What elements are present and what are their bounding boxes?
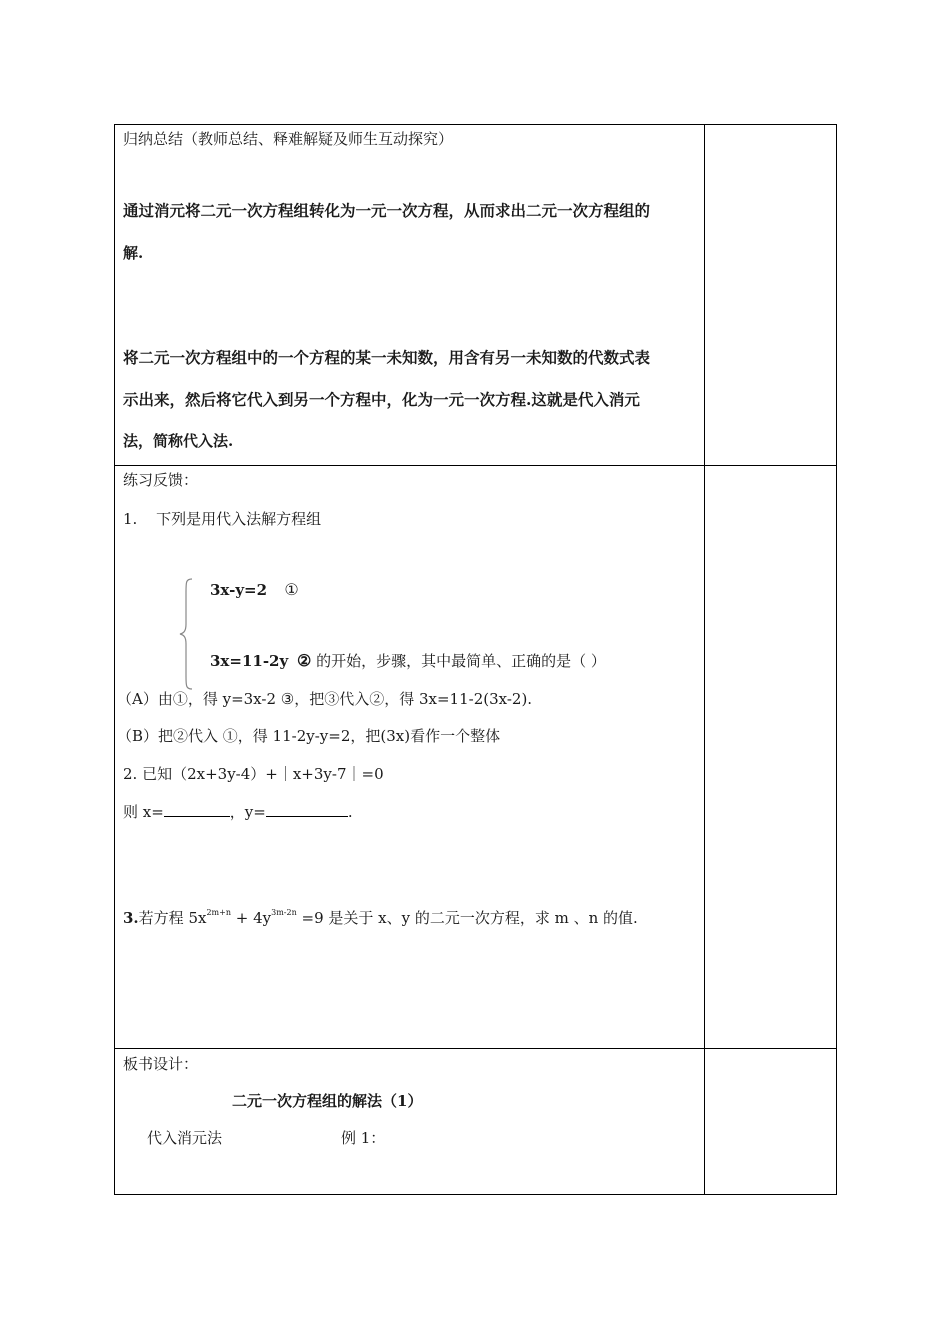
option-b: （B）把②代入 ①，得 11-2y-y=2，把(3x)看作一个整体 [117, 727, 501, 745]
question-3-pre: 若方程 5x [138, 909, 207, 927]
summary-para2-line1: 将二元一次方程组中的一个方程的某一未知数，用含有另一未知数的代数式表 [123, 348, 651, 367]
answer-y-blank [266, 802, 348, 817]
practice-heading: 练习反馈： [123, 471, 199, 489]
answer-x-label: 则 x= [123, 803, 164, 821]
equation-2-tail: 的开始，步骤，其中最简单、正确的是（ ） [316, 652, 606, 670]
equation-2-expr: 3x=11-2y [210, 652, 289, 670]
board-design-heading: 板书设计： [123, 1055, 199, 1073]
equation-1-expr: 3x-y=2 [210, 581, 268, 599]
question-3-post: =9 是关于 x、y 的二元一次方程，求 m 、n 的值. [296, 909, 638, 927]
board-left-label: 代入消元法 [147, 1129, 223, 1147]
summary-para2-line3: 法，简称代入法. [123, 432, 234, 450]
board-right-label: 例 1： [341, 1129, 386, 1147]
answer-x-blank [164, 802, 230, 817]
row-divider-1 [115, 465, 836, 466]
equation-1-mark: ① [284, 580, 299, 599]
answer-end: . [347, 803, 353, 821]
question-1-number: 1. [123, 510, 138, 528]
question-3-exponent-1: 2m+n [206, 908, 231, 917]
summary-heading: 归纳总结（教师总结、释难解疑及师生互动探究） [123, 130, 454, 148]
question-3-exponent-2: 3m-2n [271, 908, 297, 917]
question-3 [123, 908, 638, 928]
option-a: （A）由①，得 y=3x-2 ③，把③代入②，得 3x=11-2(3x-2). [117, 690, 533, 708]
summary-para1-line1: 通过消元将二元一次方程组转化为一元一次方程，从而求出二元一次方程组的 [123, 201, 651, 220]
equation-1 [210, 580, 299, 600]
summary-para1-line2: 解. [123, 244, 144, 262]
column-divider [704, 125, 705, 1194]
question-3-mid: + 4y [230, 909, 272, 927]
answer-y-label: ，y= [229, 803, 266, 821]
summary-para2-line2: 示出来，然后将它代入到另一个方程中，化为一元一次方程.这就是代入消元 [123, 390, 640, 409]
question-1-text: 下列是用代入法解方程组 [156, 510, 322, 528]
equation-2 [210, 651, 606, 671]
equation-2-mark: ② [296, 651, 312, 670]
row-divider-2 [115, 1048, 836, 1049]
question-2: 2. 已知（2x+3y-4）+｜x+3y-7｜=0 [123, 765, 384, 783]
question-3-number: 3. [123, 909, 139, 927]
board-design-title: 二元一次方程组的解法（1） [232, 1092, 423, 1110]
question-1 [123, 509, 321, 529]
question-2-answer [123, 802, 353, 822]
left-brace-icon [178, 578, 194, 690]
